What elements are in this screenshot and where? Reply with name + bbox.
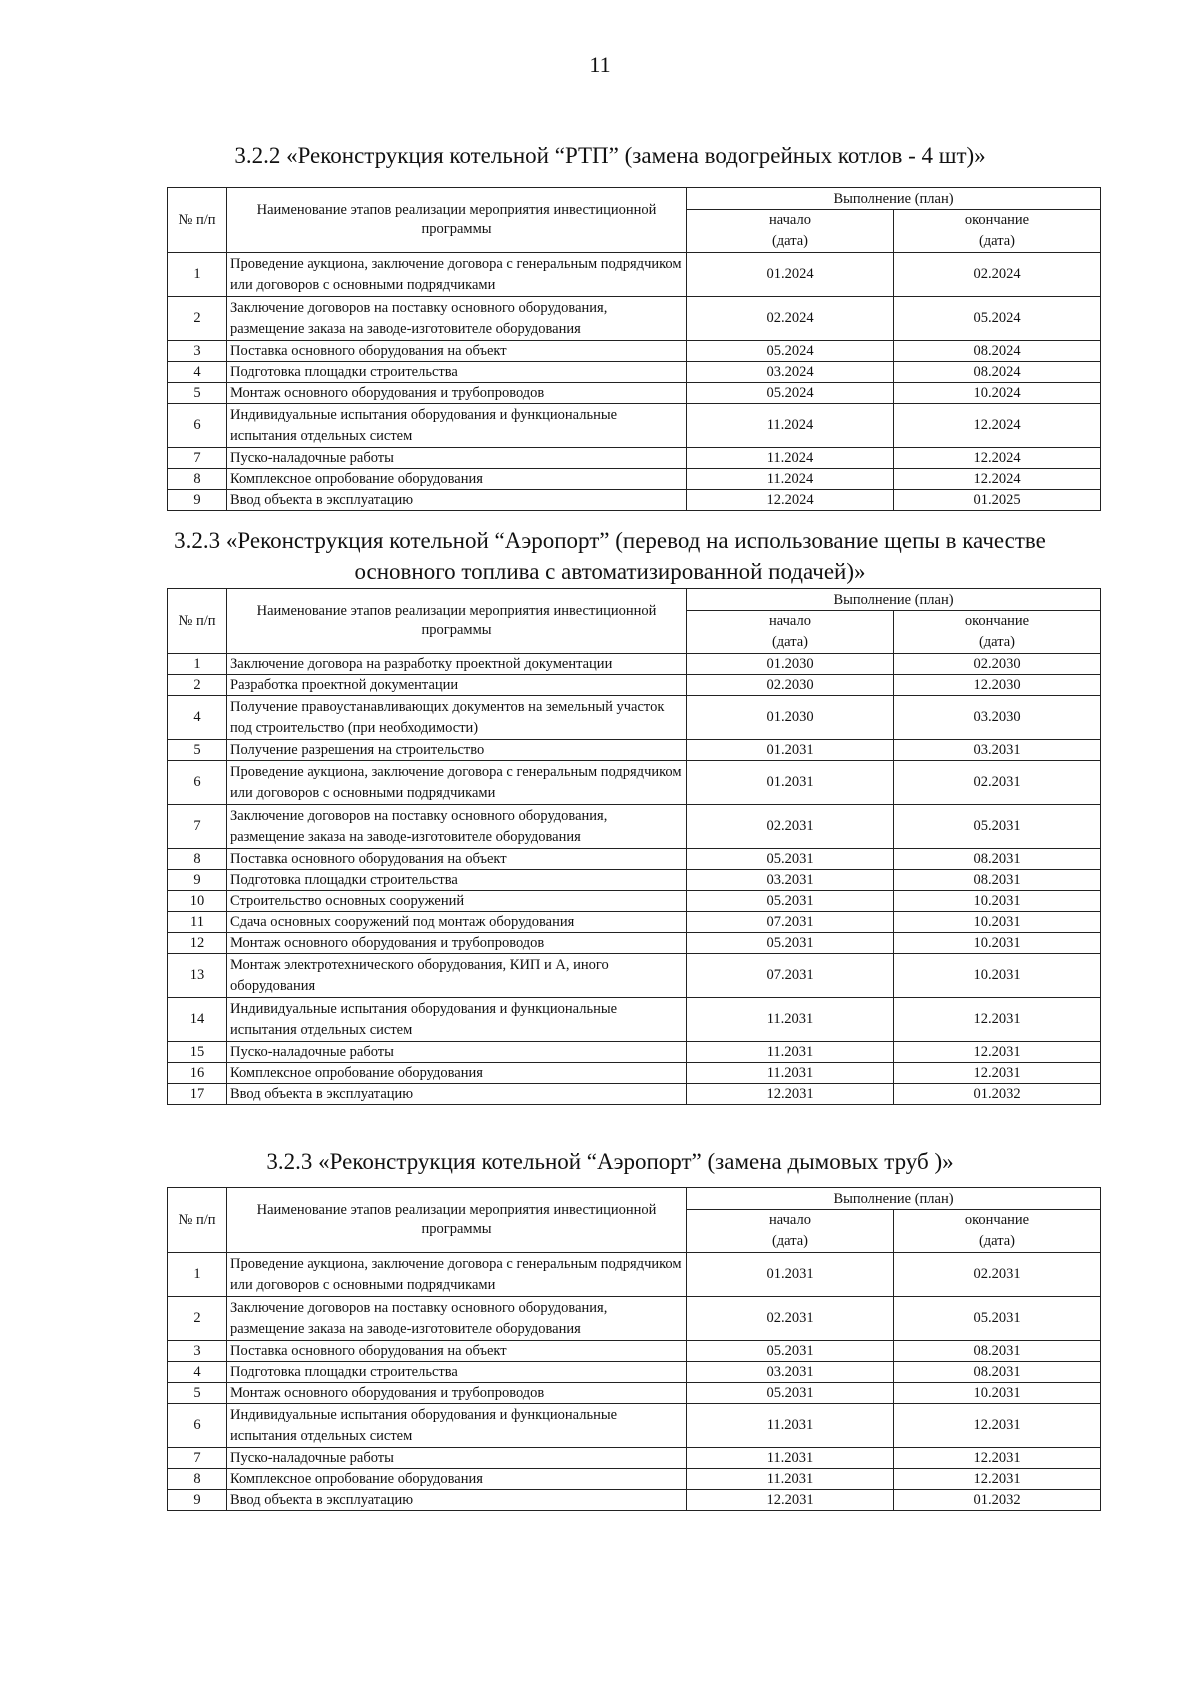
row-number: 1 — [168, 1253, 227, 1297]
row-stage-name: Ввод объекта в эксплуатацию — [227, 1084, 687, 1105]
header-execution: Выполнение (план) — [687, 188, 1101, 210]
row-number: 9 — [168, 870, 227, 891]
row-stage-name: Ввод объекта в эксплуатацию — [227, 1490, 687, 1511]
row-stage-name: Ввод объекта в эксплуатацию — [227, 490, 687, 511]
row-number: 8 — [168, 1469, 227, 1490]
row-start-date: 03.2031 — [687, 870, 894, 891]
row-number: 7 — [168, 1448, 227, 1469]
row-end-date: 12.2024 — [894, 448, 1101, 469]
header-execution: Выполнение (план) — [687, 1188, 1101, 1210]
header-end — [894, 210, 1101, 253]
header-start-label: начало — [769, 613, 811, 629]
row-stage-name: Комплексное опробование оборудования — [227, 1063, 687, 1084]
table-row — [168, 383, 1101, 404]
row-start-date: 01.2024 — [687, 253, 894, 297]
row-end-date: 01.2032 — [894, 1490, 1101, 1511]
table-row — [168, 891, 1101, 912]
row-number: 3 — [168, 341, 227, 362]
row-stage-name: Разработка проектной документации — [227, 675, 687, 696]
row-end-date: 02.2024 — [894, 253, 1101, 297]
header-num: № п/п — [168, 188, 227, 253]
row-stage-name: Подготовка площадки строительства — [227, 1362, 687, 1383]
header-name: Наименование этапов реализации мероприятия инвестиционной программы — [227, 188, 687, 253]
row-number: 1 — [168, 253, 227, 297]
row-stage-name: Сдача основных сооружений под монтаж оборудования — [227, 912, 687, 933]
row-end-date: 12.2031 — [894, 1448, 1101, 1469]
row-end-date: 10.2031 — [894, 933, 1101, 954]
row-end-date: 02.2031 — [894, 761, 1101, 805]
row-number: 2 — [168, 297, 227, 341]
header-end-unit: (дата) — [978, 233, 1016, 249]
row-end-date: 12.2024 — [894, 404, 1101, 448]
row-stage-name: Поставка основного оборудования на объект — [227, 1341, 687, 1362]
table-row — [168, 761, 1101, 805]
table-row — [168, 870, 1101, 891]
row-stage-name: Подготовка площадки строительства — [227, 362, 687, 383]
row-start-date: 11.2031 — [687, 1404, 894, 1448]
section-title: 3.2.3 «Реконструкция котельной “Аэропорт” (замена дымовых труб )» — [266, 1149, 954, 1174]
header-start-label: начало — [769, 212, 811, 228]
row-end-date: 08.2024 — [894, 341, 1101, 362]
row-number: 6 — [168, 761, 227, 805]
table-row — [168, 1490, 1101, 1511]
row-stage-name: Поставка основного оборудования на объект — [227, 341, 687, 362]
row-stage-name: Монтаж основного оборудования и трубопроводов — [227, 1383, 687, 1404]
row-end-date: 10.2031 — [894, 954, 1101, 998]
table-row — [168, 849, 1101, 870]
row-start-date: 01.2030 — [687, 654, 894, 675]
row-end-date: 08.2024 — [894, 362, 1101, 383]
row-stage-name: Индивидуальные испытания оборудования и функциональные испытания отдельных систем — [227, 998, 687, 1042]
table-header-row — [168, 589, 1101, 611]
plan-table — [167, 1187, 1101, 1511]
row-end-date: 05.2031 — [894, 805, 1101, 849]
header-start — [687, 210, 894, 253]
row-start-date: 11.2031 — [687, 998, 894, 1042]
row-start-date: 07.2031 — [687, 954, 894, 998]
table-row — [168, 1383, 1101, 1404]
table-row — [168, 1341, 1101, 1362]
row-start-date: 01.2031 — [687, 761, 894, 805]
table-row — [168, 404, 1101, 448]
row-stage-name: Монтаж электротехнического оборудования, КИП и А, иного оборудования — [227, 954, 687, 998]
plan-table — [167, 187, 1101, 511]
section-title: 3.2.3 «Реконструкция котельной “Аэропорт” (перевод на использование щепы в качестве основного топлива с автоматизированной подачей)» — [174, 528, 1046, 584]
row-number: 4 — [168, 696, 227, 740]
table-row — [168, 654, 1101, 675]
row-number: 1 — [168, 654, 227, 675]
table-row — [168, 490, 1101, 511]
row-stage-name: Пуско-наладочные работы — [227, 1042, 687, 1063]
row-stage-name: Пуско-наладочные работы — [227, 448, 687, 469]
row-end-date: 12.2031 — [894, 1404, 1101, 1448]
row-stage-name: Проведение аукциона, заключение договора с генеральным подрядчиком или договоров с основными подрядчиками — [227, 1253, 687, 1297]
row-end-date: 02.2030 — [894, 654, 1101, 675]
row-number: 7 — [168, 805, 227, 849]
row-number: 4 — [168, 362, 227, 383]
header-start-unit: (дата) — [771, 1233, 809, 1249]
table-row — [168, 740, 1101, 761]
row-number: 17 — [168, 1084, 227, 1105]
row-start-date: 02.2030 — [687, 675, 894, 696]
row-number: 5 — [168, 383, 227, 404]
table-row — [168, 1297, 1101, 1341]
row-stage-name: Заключение договоров на поставку основного оборудования, размещение заказа на заводе-изготовителе оборудования — [227, 297, 687, 341]
row-end-date: 05.2024 — [894, 297, 1101, 341]
table-row — [168, 362, 1101, 383]
row-stage-name: Проведение аукциона, заключение договора с генеральным подрядчиком или договоров с основными подрядчиками — [227, 761, 687, 805]
table-row — [168, 1448, 1101, 1469]
row-number: 10 — [168, 891, 227, 912]
row-end-date: 10.2031 — [894, 891, 1101, 912]
row-end-date: 05.2031 — [894, 1297, 1101, 1341]
row-stage-name: Монтаж основного оборудования и трубопроводов — [227, 933, 687, 954]
row-end-date: 08.2031 — [894, 849, 1101, 870]
row-stage-name: Индивидуальные испытания оборудования и функциональные испытания отдельных систем — [227, 1404, 687, 1448]
row-number: 5 — [168, 740, 227, 761]
row-end-date: 08.2031 — [894, 870, 1101, 891]
table-row — [168, 1084, 1101, 1105]
header-end — [894, 1210, 1101, 1253]
row-end-date: 12.2030 — [894, 675, 1101, 696]
header-end — [894, 611, 1101, 654]
row-end-date: 03.2030 — [894, 696, 1101, 740]
row-end-date: 03.2031 — [894, 740, 1101, 761]
table-header-row — [168, 188, 1101, 210]
page-number: 11 — [589, 52, 611, 77]
row-stage-name: Заключение договора на разработку проектной документации — [227, 654, 687, 675]
row-start-date: 12.2024 — [687, 490, 894, 511]
row-start-date: 02.2031 — [687, 805, 894, 849]
table-row — [168, 1469, 1101, 1490]
row-stage-name: Пуско-наладочные работы — [227, 1448, 687, 1469]
header-name: Наименование этапов реализации мероприятия инвестиционной программы — [227, 589, 687, 654]
header-start-unit: (дата) — [771, 233, 809, 249]
row-stage-name: Заключение договоров на поставку основного оборудования, размещение заказа на заводе-изготовителе оборудования — [227, 805, 687, 849]
row-start-date: 05.2024 — [687, 383, 894, 404]
row-start-date: 11.2024 — [687, 469, 894, 490]
section-title: 3.2.2 «Реконструкция котельной “РТП” (замена водогрейных котлов - 4 шт)» — [234, 143, 986, 168]
row-number: 14 — [168, 998, 227, 1042]
row-end-date: 12.2024 — [894, 469, 1101, 490]
row-end-date: 12.2031 — [894, 1042, 1101, 1063]
row-end-date: 12.2031 — [894, 1063, 1101, 1084]
row-number: 8 — [168, 469, 227, 490]
table-row — [168, 341, 1101, 362]
row-end-date: 10.2024 — [894, 383, 1101, 404]
table-row — [168, 954, 1101, 998]
row-start-date: 01.2031 — [687, 1253, 894, 1297]
header-end-unit: (дата) — [978, 1233, 1016, 1249]
row-number: 7 — [168, 448, 227, 469]
header-end-label: окончание — [964, 613, 1030, 629]
row-stage-name: Проведение аукциона, заключение договора с генеральным подрядчиком или договоров с основными подрядчиками — [227, 253, 687, 297]
table-row — [168, 998, 1101, 1042]
row-number: 15 — [168, 1042, 227, 1063]
row-number: 16 — [168, 1063, 227, 1084]
row-start-date: 05.2031 — [687, 849, 894, 870]
row-start-date: 05.2031 — [687, 891, 894, 912]
row-start-date: 05.2031 — [687, 933, 894, 954]
table-row — [168, 912, 1101, 933]
row-number: 6 — [168, 404, 227, 448]
row-start-date: 03.2024 — [687, 362, 894, 383]
row-stage-name: Комплексное опробование оборудования — [227, 1469, 687, 1490]
row-end-date: 12.2031 — [894, 1469, 1101, 1490]
row-number: 8 — [168, 849, 227, 870]
row-start-date: 11.2031 — [687, 1469, 894, 1490]
row-number: 3 — [168, 1341, 227, 1362]
header-start-unit: (дата) — [771, 634, 809, 650]
row-stage-name: Получение разрешения на строительство — [227, 740, 687, 761]
row-stage-name: Индивидуальные испытания оборудования и функциональные испытания отдельных систем — [227, 404, 687, 448]
row-number: 11 — [168, 912, 227, 933]
row-stage-name: Поставка основного оборудования на объект — [227, 849, 687, 870]
row-start-date: 05.2024 — [687, 341, 894, 362]
header-num: № п/п — [168, 589, 227, 654]
table-row — [168, 696, 1101, 740]
table-row — [168, 933, 1101, 954]
table-header-row — [168, 1188, 1101, 1210]
row-end-date: 02.2031 — [894, 1253, 1101, 1297]
row-start-date: 07.2031 — [687, 912, 894, 933]
header-start — [687, 1210, 894, 1253]
table-row — [168, 469, 1101, 490]
row-start-date: 01.2031 — [687, 740, 894, 761]
table-row — [168, 1253, 1101, 1297]
row-start-date: 11.2031 — [687, 1448, 894, 1469]
table-row — [168, 1404, 1101, 1448]
row-start-date: 02.2031 — [687, 1297, 894, 1341]
header-end-label: окончание — [964, 1212, 1030, 1228]
row-start-date: 05.2031 — [687, 1341, 894, 1362]
row-end-date: 01.2025 — [894, 490, 1101, 511]
header-execution: Выполнение (план) — [687, 589, 1101, 611]
row-number: 9 — [168, 1490, 227, 1511]
row-start-date: 11.2031 — [687, 1063, 894, 1084]
row-end-date: 10.2031 — [894, 912, 1101, 933]
row-start-date: 11.2031 — [687, 1042, 894, 1063]
header-name: Наименование этапов реализации мероприятия инвестиционной программы — [227, 1188, 687, 1253]
row-stage-name: Заключение договоров на поставку основного оборудования, размещение заказа на заводе-изготовителе оборудования — [227, 1297, 687, 1341]
row-number: 2 — [168, 675, 227, 696]
table-row — [168, 675, 1101, 696]
header-start-label: начало — [769, 1212, 811, 1228]
row-number: 2 — [168, 1297, 227, 1341]
row-start-date: 01.2030 — [687, 696, 894, 740]
plan-table — [167, 588, 1101, 1105]
row-end-date: 12.2031 — [894, 998, 1101, 1042]
row-stage-name: Подготовка площадки строительства — [227, 870, 687, 891]
row-stage-name: Получение правоустанавливающих документов на земельный участок под строительство (при необходимости) — [227, 696, 687, 740]
table-row — [168, 1063, 1101, 1084]
header-num: № п/п — [168, 1188, 227, 1253]
header-end-unit: (дата) — [978, 634, 1016, 650]
row-number: 4 — [168, 1362, 227, 1383]
row-start-date: 12.2031 — [687, 1490, 894, 1511]
row-start-date: 02.2024 — [687, 297, 894, 341]
row-start-date: 03.2031 — [687, 1362, 894, 1383]
table-row — [168, 297, 1101, 341]
table-row — [168, 1042, 1101, 1063]
table-row — [168, 805, 1101, 849]
row-number: 12 — [168, 933, 227, 954]
row-stage-name: Строительство основных сооружений — [227, 891, 687, 912]
row-number: 9 — [168, 490, 227, 511]
row-number: 6 — [168, 1404, 227, 1448]
row-start-date: 11.2024 — [687, 404, 894, 448]
row-end-date: 01.2032 — [894, 1084, 1101, 1105]
row-start-date: 05.2031 — [687, 1383, 894, 1404]
row-start-date: 11.2024 — [687, 448, 894, 469]
row-end-date: 08.2031 — [894, 1362, 1101, 1383]
header-start — [687, 611, 894, 654]
table-row — [168, 253, 1101, 297]
row-number: 5 — [168, 1383, 227, 1404]
row-end-date: 08.2031 — [894, 1341, 1101, 1362]
table-row — [168, 1362, 1101, 1383]
row-start-date: 12.2031 — [687, 1084, 894, 1105]
row-end-date: 10.2031 — [894, 1383, 1101, 1404]
row-stage-name: Монтаж основного оборудования и трубопроводов — [227, 383, 687, 404]
header-end-label: окончание — [964, 212, 1030, 228]
row-stage-name: Комплексное опробование оборудования — [227, 469, 687, 490]
row-number: 13 — [168, 954, 227, 998]
table-row — [168, 448, 1101, 469]
